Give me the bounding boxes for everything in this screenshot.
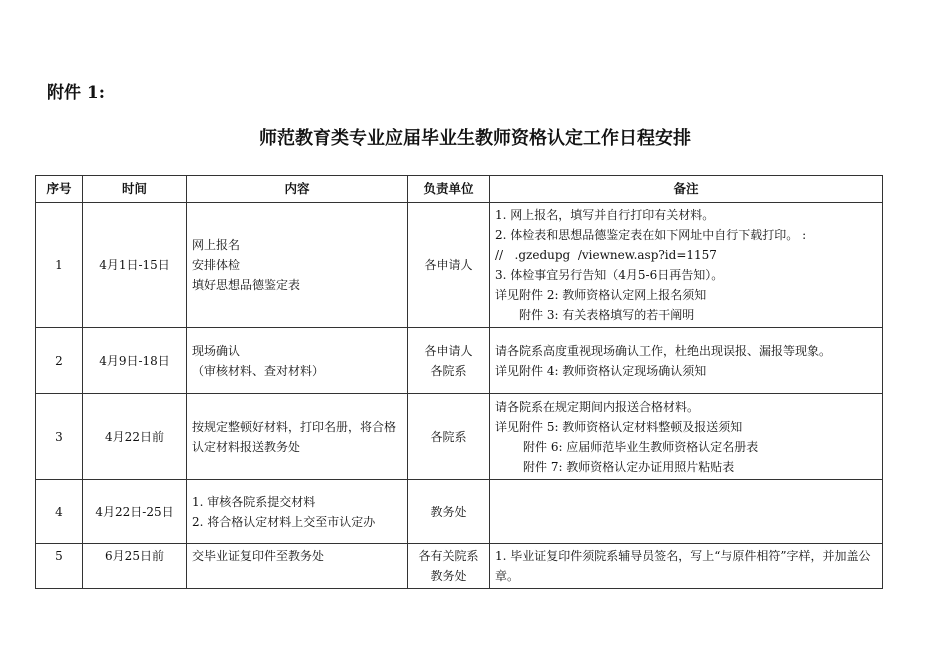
content-line: 2. 将合格认定材料上交至市认定办	[192, 514, 376, 529]
note-line: 详见附件 5: 教师资格认定材料整顿及报送须知	[495, 419, 743, 434]
note-line: 详见附件 2: 教师资格认定网上报名须知	[495, 288, 707, 302]
table-header-row	[36, 176, 883, 203]
content-line: 填好思想品德鉴定表	[192, 278, 301, 292]
note-line: 附件 7: 教师资格认定办证用照片粘贴表	[523, 459, 735, 474]
row-notes	[490, 394, 883, 480]
row-notes	[490, 480, 883, 544]
content-line: 网上报名	[192, 238, 241, 252]
header-content: 内容	[187, 176, 408, 203]
unit-line: 教务处	[430, 504, 467, 519]
unit-line: 各申请人	[424, 258, 473, 272]
note-line: 请各院系在规定期间内报送合格材料。	[495, 399, 700, 414]
row-time: 4月22日前	[83, 394, 187, 480]
row-unit	[408, 394, 490, 480]
content-line: 交毕业证复印件至教务处	[192, 549, 325, 563]
note-line: 1. 毕业证复印件须院系辅导员签名，写上“与原件相符”字样，并加盖公章。	[495, 549, 871, 583]
note-line: 3. 体检事宜另行告知（4月5-6日再告知）。	[495, 268, 724, 282]
unit-line: 教务处	[430, 569, 467, 583]
row-time: 4月1日-15日	[83, 203, 187, 328]
row-content	[187, 394, 408, 480]
header-notes: 备注	[490, 176, 883, 203]
row-content	[187, 480, 408, 544]
note-line: 附件 6: 应届师范毕业生教师资格认定名册表	[523, 439, 759, 454]
row-time: 4月9日-18日	[83, 328, 187, 394]
note-line: 2. 体检表和思想品德鉴定表在如下网址中自行下载打印。 :	[495, 228, 807, 242]
content-line: 按规定整顿好材料，打印名册，将合格认定材料报送教务处	[192, 419, 397, 454]
row-unit	[408, 328, 490, 394]
note-line: 请各院系高度重视现场确认工作，杜绝出现误报、漏报等现象。	[495, 343, 832, 358]
table-row	[36, 480, 883, 544]
row-unit	[408, 203, 490, 328]
content-line: 现场确认	[192, 343, 241, 358]
row-unit	[408, 480, 490, 544]
row-time: 4月22日-25日	[83, 480, 187, 544]
row-no: 2	[36, 328, 83, 394]
table-row	[36, 394, 883, 480]
unit-line: 各有关院系	[418, 549, 479, 563]
content-line: 安排体检	[192, 258, 241, 272]
row-no: 1	[36, 203, 83, 328]
document-title: 师范教育类专业应届毕业生教师资格认定工作日程安排	[259, 128, 691, 149]
attachment-label: 附件 1:	[47, 83, 106, 103]
note-line: 1. 网上报名，填写并自行打印有关材料。	[495, 208, 715, 222]
note-line: 附件 3: 有关表格填写的若干阐明	[519, 308, 695, 322]
content-line: 1. 审核各院系提交材料	[192, 494, 316, 509]
row-content	[187, 544, 408, 589]
row-unit	[408, 544, 490, 589]
row-notes	[490, 203, 883, 328]
unit-line: 各申请人	[424, 343, 473, 358]
table-row	[36, 203, 883, 328]
row-notes	[490, 328, 883, 394]
table-row	[36, 544, 883, 589]
header-unit: 负责单位	[408, 176, 490, 203]
row-content	[187, 328, 408, 394]
row-no: 5	[36, 544, 83, 589]
header-no: 序号	[36, 176, 83, 203]
unit-line: 各院系	[430, 429, 467, 444]
note-line: 详见附件 4: 教师资格认定现场确认须知	[495, 363, 707, 378]
row-no: 3	[36, 394, 83, 480]
unit-line: 各院系	[430, 363, 467, 378]
header-time: 时间	[83, 176, 187, 203]
row-time: 6月25日前	[83, 544, 187, 589]
row-notes	[490, 544, 883, 589]
schedule-table	[35, 175, 883, 589]
row-no: 4	[36, 480, 83, 544]
row-content	[187, 203, 408, 328]
content-line: （审核材料、查对材料）	[192, 363, 325, 378]
note-line: // .gzedupg /viewnew.asp?id=1157	[495, 248, 717, 262]
table-row	[36, 328, 883, 394]
